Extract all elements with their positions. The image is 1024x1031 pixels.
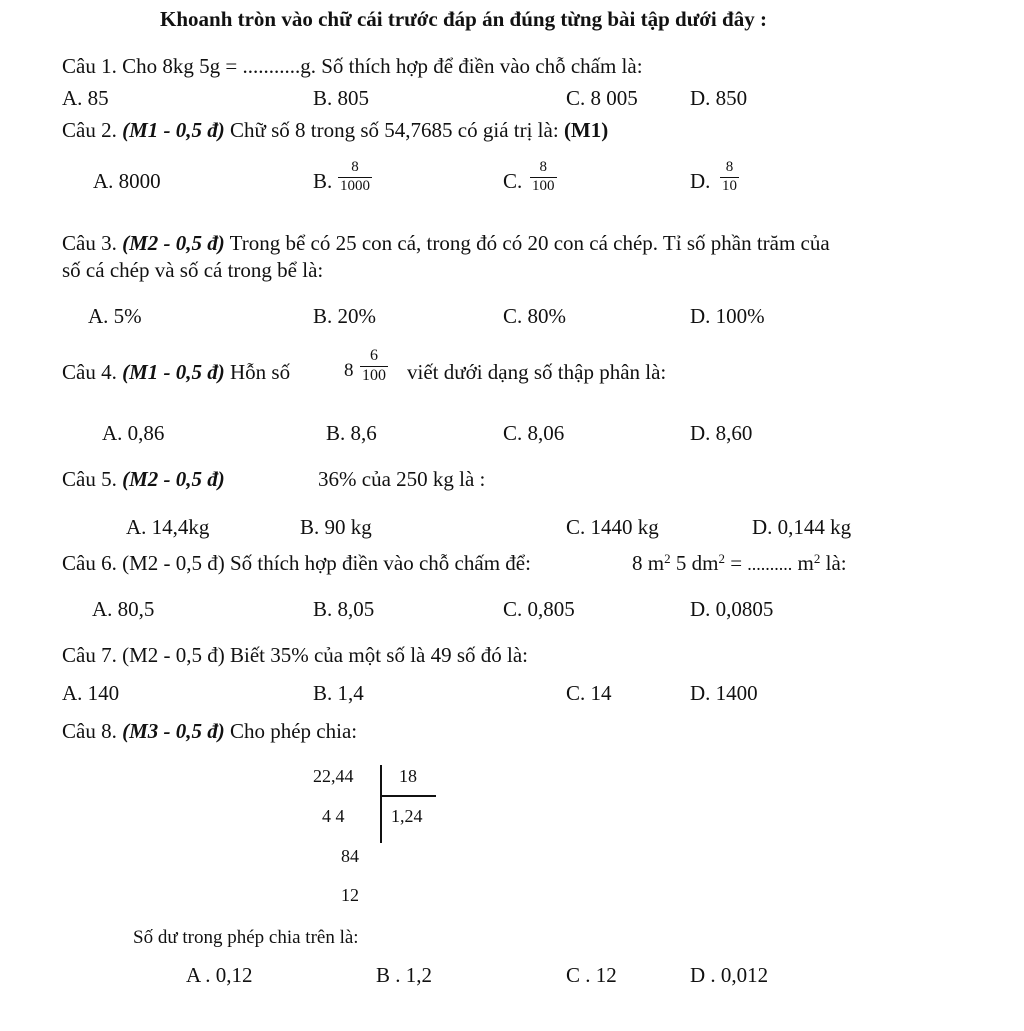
q8-option-c[interactable]: C . 12 (566, 963, 617, 987)
question-6-sup-1: 2 (664, 551, 671, 566)
q6-option-a[interactable]: A. 80,5 (92, 597, 155, 621)
division-quotient: 1,24 (391, 806, 423, 826)
q3-option-b[interactable]: B. 20% (313, 304, 376, 328)
question-6-expression (632, 552, 847, 575)
question-4-denominator: 100 (362, 366, 386, 384)
question-3-label: Câu 3. (62, 231, 117, 255)
question-6-unit: m (797, 551, 814, 575)
q5-option-c[interactable]: C. 1440 kg (566, 515, 659, 539)
q4-option-a[interactable]: A. 0,86 (102, 421, 165, 445)
q2-option-c-numerator: 8 (539, 159, 547, 175)
question-8-tag: (M3 - 0,5 đ) (122, 719, 225, 743)
q8-option-a[interactable]: A . 0,12 (186, 963, 253, 987)
division-step-1: 4 4 (322, 806, 345, 826)
question-6-blank: .......... (747, 554, 793, 574)
question-4-numerator: 6 (370, 347, 378, 364)
q8-option-b[interactable]: B . 1,2 (376, 963, 433, 987)
question-7-text: (M2 - 0,5 đ) Biết 35% của một số là 49 số đó là: (122, 643, 529, 667)
question-1-text-b: g. Số thích hợp để điền vào chỗ chấm là: (300, 54, 643, 78)
question-4-whole: 8 (344, 360, 354, 381)
q7-option-b[interactable]: B. 1,4 (313, 681, 364, 705)
question-4-text-b: viết dưới dạng số thập phân là: (407, 360, 667, 384)
question-6-text: (M2 - 0,5 đ) Số thích hợp điền vào chỗ chấm để: (122, 551, 531, 575)
question-6-label: Câu 6. (62, 551, 117, 575)
question-5-label: Câu 5. (62, 467, 117, 491)
question-6-sup-3: 2 (813, 551, 821, 566)
q3-option-c[interactable]: C. 80% (503, 304, 566, 328)
q4-option-b[interactable]: B. 8,6 (326, 421, 377, 445)
q1-option-b[interactable]: B. 805 (313, 86, 370, 110)
division-vertical-line (380, 765, 382, 843)
question-1-label: Câu 1. (62, 54, 117, 78)
question-4-text-a: Hỗn số (229, 360, 291, 384)
division-horizontal-line (380, 795, 436, 797)
question-6-expr-b: 5 dm (670, 551, 719, 575)
q2-option-b-letter[interactable]: B. (313, 169, 333, 193)
q5-option-d[interactable]: D. 0,144 kg (752, 515, 852, 539)
q5-option-b[interactable]: B. 90 kg (300, 515, 372, 539)
q4-option-c[interactable]: C. 8,06 (503, 421, 565, 445)
q7-option-d[interactable]: D. 1400 (690, 681, 758, 705)
q4-option-d[interactable]: D. 8,60 (690, 421, 753, 445)
question-8 (62, 720, 357, 743)
question-3 (62, 232, 830, 255)
question-5-text: 36% của 250 kg là : (318, 467, 486, 491)
q2-option-d-fraction[interactable] (720, 160, 739, 195)
division-dividend: 22,44 (313, 766, 354, 786)
question-1-text-a: Cho 8kg 5g = (122, 54, 243, 78)
question-4-lead (62, 361, 290, 384)
question-6-expr-a: 8 m (632, 551, 665, 575)
question-2-label: Câu 2. (62, 118, 117, 142)
q6-option-c[interactable]: C. 0,805 (503, 597, 575, 621)
question-2 (62, 119, 608, 142)
q1-option-d[interactable]: D. 850 (690, 86, 748, 110)
q7-option-a[interactable]: A. 140 (62, 681, 120, 705)
q7-option-c[interactable]: C. 14 (566, 681, 612, 705)
q2-option-c-denominator: 100 (532, 177, 555, 194)
question-6-sup-2: 2 (718, 551, 725, 566)
question-6 (62, 552, 531, 575)
q1-option-a[interactable]: A. 85 (62, 86, 109, 110)
question-2-tag: (M1 - 0,5 đ) (122, 118, 225, 142)
question-3-tag: (M2 - 0,5 đ) (122, 231, 225, 255)
question-3-text-line2: số cá chép và số cá trong bể là: (62, 258, 324, 282)
q6-option-d[interactable]: D. 0,0805 (690, 597, 774, 621)
division-remainder: 12 (341, 885, 359, 905)
question-7-label: Câu 7. (62, 643, 117, 667)
q2-option-b-denominator: 1000 (340, 177, 370, 194)
question-4-label: Câu 4. (62, 360, 117, 384)
question-1 (62, 55, 643, 78)
question-8-text: Cho phép chia: (229, 719, 358, 743)
question-7 (62, 644, 528, 667)
q2-option-c-fraction[interactable] (530, 160, 557, 195)
question-8-question: Số dư trong phép chia trên là: (133, 927, 359, 948)
q2-option-c-letter[interactable]: C. (503, 169, 523, 193)
q1-option-c[interactable]: C. 8 005 (566, 86, 638, 110)
question-2-tag2: (M1) (563, 118, 609, 142)
question-6-expr-c: = (724, 551, 748, 575)
q2-option-a[interactable]: A. 8000 (93, 169, 161, 193)
page-title: Khoanh tròn vào chữ cái trước đáp án đúng từng bài tập dưới đây : (160, 7, 767, 31)
question-8-label: Câu 8. (62, 719, 117, 743)
question-5-lead (62, 468, 225, 491)
question-1-blank: ........... (242, 54, 301, 78)
division-divisor: 18 (399, 766, 417, 786)
q2-option-d-letter[interactable]: D. (690, 169, 711, 193)
question-4-mixed-fraction (360, 348, 388, 385)
q3-option-d[interactable]: D. 100% (690, 304, 765, 328)
q5-option-a[interactable]: A. 14,4kg (126, 515, 210, 539)
question-4-tag: (M1 - 0,5 đ) (122, 360, 225, 384)
q2-option-d-denominator: 10 (722, 177, 737, 194)
question-6-text-end: là: (820, 551, 847, 575)
question-3-text-line1: Trong bể có 25 con cá, trong đó có 20 con cá chép. Tỉ số phần trăm của (229, 231, 830, 255)
q2-option-b-numerator: 8 (351, 159, 359, 175)
q2-option-d-numerator: 8 (725, 159, 734, 175)
q3-option-a[interactable]: A. 5% (88, 304, 142, 328)
q6-option-b[interactable]: B. 8,05 (313, 597, 375, 621)
division-step-2: 84 (341, 846, 359, 866)
q8-option-d[interactable]: D . 0,012 (690, 963, 769, 987)
question-5-tag: (M2 - 0,5 đ) (122, 467, 225, 491)
question-2-text: Chữ số 8 trong số 54,7685 có giá trị là: (229, 118, 564, 142)
q2-option-b-fraction[interactable] (338, 160, 372, 195)
